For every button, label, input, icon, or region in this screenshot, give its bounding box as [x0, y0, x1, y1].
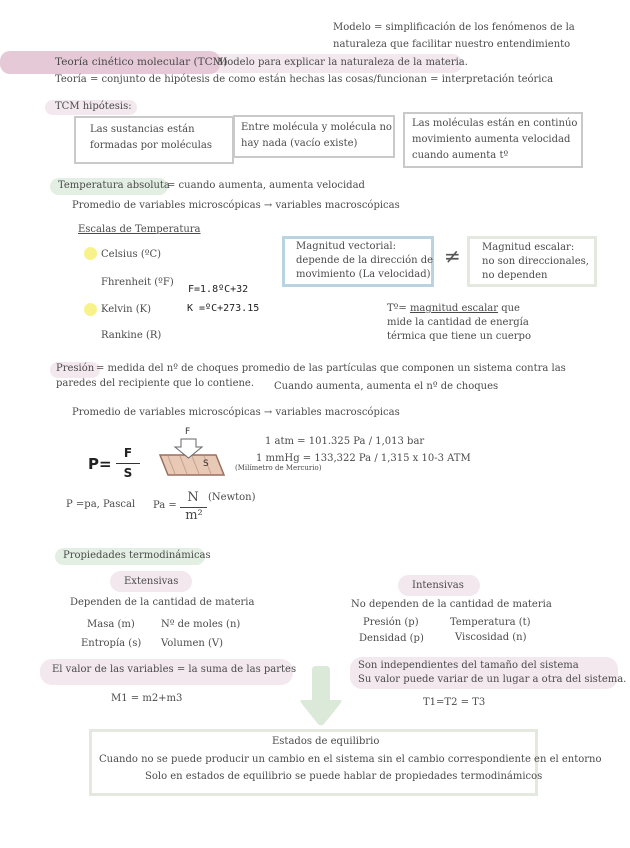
equilibrio-line1: Cuando no se puede producir un cambio en el sistema sin el cambio correspondiente en el entorno	[99, 754, 602, 765]
mmhg-note: (Milímetro de Mercurio)	[235, 464, 322, 472]
kelvin-scale: Kelvin (K)	[101, 304, 152, 315]
pascal-unit: P =pa, Pascal	[66, 499, 136, 510]
intensivas-title: Intensivas	[412, 580, 464, 591]
atm-conversion: 1 atm = 101.325 Pa / 1,013 bar	[265, 436, 425, 447]
hipotesis-box-3-line2: movimiento aumenta velocidad	[412, 134, 571, 145]
hipotesis-label: TCM hipótesis:	[55, 101, 132, 112]
escalar-line3: no dependen	[482, 270, 548, 281]
presion-promedio: Promedio de variables microscópicas → variables macroscópicas	[72, 407, 400, 418]
modelo-definition-line1: Modelo = simplificación de los fenómenos de la	[333, 22, 575, 33]
rankine-scale: Rankine (R)	[101, 330, 162, 341]
extensivas-description: Dependen de la cantidad de materia	[70, 597, 255, 608]
hipotesis-box-3-line1: Las moléculas están en continúo	[412, 118, 578, 129]
tcm-description: Modelo para explicar la naturaleza de la materia.	[217, 57, 468, 68]
temperatura-label: Temperatura absoluta	[58, 180, 170, 191]
pressure-symbol: P=	[88, 455, 112, 473]
escalar-line2: no son direccionales,	[482, 256, 589, 267]
entropia: Entropía (s)	[81, 638, 142, 649]
pa-numerator: N	[187, 490, 199, 505]
diagram-surface-label: S	[203, 459, 209, 469]
presion-cuando: Cuando aumenta, aumenta el nº de choques	[274, 381, 499, 392]
fahrenheit-formula: F=1.8ºC+32	[188, 284, 249, 295]
propiedades-label: Propiedades termodinámicas	[63, 550, 211, 561]
fahrenheit-scale: Fhrenheit (ºF)	[101, 277, 174, 288]
viscosidad-propiedad: Viscosidad (n)	[455, 632, 527, 643]
hipotesis-box-1-line1: Las sustancias están	[90, 124, 195, 135]
temperatura-escalar-line3: térmica que tiene un cuerpo	[387, 331, 531, 342]
not-equal-icon: ≠	[444, 244, 461, 268]
escalas-title: Escalas de Temperatura	[78, 224, 201, 235]
modelo-definition-line2: naturaleza que facilitar nuestro entendimiento	[333, 39, 571, 50]
pa-denominator: m²	[185, 508, 203, 523]
temperatura-escalar-line1	[387, 303, 520, 314]
hipotesis-box-2-line1: Entre molécula y molécula no	[241, 122, 392, 133]
surface-block	[160, 455, 224, 475]
equilibrio-line2: Solo en estados de equilibrio se puede hablar de propiedades termodinámicos	[145, 771, 543, 782]
hipotesis-box-1-line2: formadas por moléculas	[90, 140, 212, 151]
extensivas-suma: El valor de las variables = la suma de las partes	[52, 664, 297, 675]
force-surface-diagram	[158, 425, 238, 480]
t-prefix: Tº=	[387, 303, 407, 314]
temperatura-description: = cuando aumenta, aumenta velocidad	[167, 180, 365, 191]
teoria-definition: Teoría = conjunto de hipótesis de como están hechas las cosas/funcionan = interpretación teórica	[55, 74, 554, 85]
diagram-force-label: F	[185, 427, 191, 437]
intensivas-description: No dependen de la cantidad de materia	[351, 599, 552, 610]
volumen: Volumen (V)	[161, 638, 224, 649]
vectorial-line1: Magnitud vectorial:	[296, 241, 396, 252]
extensivas-formula: M1 = m2+m3	[111, 693, 183, 704]
pressure-denominator: S	[123, 466, 133, 480]
kelvin-formula: K =ºC+273.15	[187, 303, 260, 314]
extensivas-title: Extensivas	[124, 576, 179, 587]
masa: Masa (m)	[87, 619, 135, 630]
pa-label: Pa =	[153, 500, 177, 511]
pressure-numerator: F	[123, 446, 133, 460]
vectorial-line3: movimiento (La velocidad)	[296, 269, 431, 280]
mmhg-conversion: 1 mmHg = 133,322 Pa / 1,315 x 10-3 ATM	[256, 453, 471, 464]
presion-line1: = medida del nº de choques promedio de las partículas que componen un sistema contra las	[96, 363, 566, 374]
hipotesis-box-2-line2: hay nada (vacío existe)	[241, 138, 358, 149]
equilibrio-title: Estados de equilibrio	[272, 736, 380, 747]
celsius-marker	[84, 247, 97, 260]
presion-propiedad: Presión (p)	[363, 617, 419, 628]
escalar-line1: Magnitud escalar:	[482, 242, 575, 253]
vectorial-line2: depende de la dirección de	[296, 255, 434, 266]
intensivas-line2: Su valor puede variar de un lugar a otra del sistema.	[358, 674, 627, 685]
moles: Nº de moles (n)	[161, 619, 241, 630]
celsius-scale: Celsius (ºC)	[101, 249, 162, 260]
hipotesis-box-3-line3: cuando aumenta tº	[412, 150, 509, 161]
densidad-propiedad: Densidad (p)	[359, 633, 424, 644]
kelvin-marker	[84, 303, 97, 316]
t-underlined: magnitud escalar	[409, 303, 499, 314]
temperatura-propiedad: Temperatura (t)	[450, 617, 531, 628]
tcm-title: Teoría cinético molecular (TCM)	[55, 56, 228, 68]
temperatura-escalar-line2: mide la cantidad de energía	[387, 317, 529, 328]
temperatura-promedio: Promedio de variables microscópicas → variables macroscópicas	[72, 200, 400, 211]
down-arrow-icon	[298, 664, 344, 728]
intensivas-line1: Son independientes del tamaño del sistema	[358, 660, 579, 671]
presion-label: Presión	[56, 363, 95, 374]
intensivas-formula: T1=T2 = T3	[423, 697, 486, 708]
t-suffix: que	[501, 303, 520, 314]
pressure-fraction-line	[116, 463, 140, 464]
presion-line2: paredes del recipiente que lo contiene.	[56, 378, 255, 389]
newton-note: (Newton)	[208, 492, 256, 503]
